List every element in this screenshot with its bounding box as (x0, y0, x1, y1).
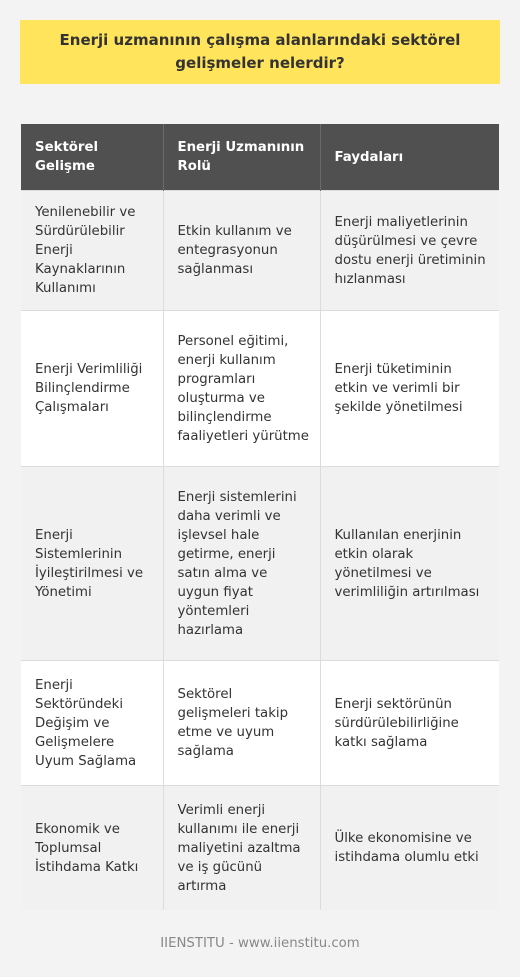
cell-development: Enerji Verimliliği Bilinçlendirme Çalışmaları (21, 311, 163, 467)
page-title: Enerji uzmanının çalışma alanlarındaki sektörel gelişmeler nelerdir? (59, 31, 461, 72)
table-header-row (21, 124, 499, 191)
table-row (21, 661, 499, 786)
cell-role: Sektörel gelişmeleri takip etme ve uyum sağlama (163, 661, 320, 786)
cell-development: Enerji Sektöründeki Değişim ve Gelişmelere Uyum Sağlama (21, 661, 163, 786)
cell-benefit: Kullanılan enerjinin etkin olarak yönetilmesi ve verimliliğin artırılması (320, 467, 499, 661)
cell-role: Enerji sistemlerini daha verimli ve işlevsel hale getirme, enerji satın alma ve uygun fiyat yöntemleri hazırlama (163, 467, 320, 661)
cell-benefit: Enerji tüketiminin etkin ve verimli bir şekilde yönetilmesi (320, 311, 499, 467)
cell-development: Yenilenebilir ve Sürdürülebilir Enerji Kaynaklarının Kullanımı (21, 191, 163, 311)
table-row (21, 311, 499, 467)
cell-role: Personel eğitimi, enerji kullanım programları oluşturma ve bilinçlendirme faaliyetleri yürütme (163, 311, 320, 467)
cell-role: Verimli enerji kullanımı ile enerji maliyetini azaltma ve iş gücünü artırma (163, 786, 320, 911)
table-row (21, 467, 499, 661)
table-row (21, 786, 499, 911)
header-benefits: Faydaları (320, 124, 499, 191)
cell-benefit: Ülke ekonomisine ve istihdama olumlu etki (320, 786, 499, 911)
header-expert-role: Enerji Uzmanının Rolü (163, 124, 320, 191)
cell-development: Ekonomik ve Toplumsal İstihdama Katkı (21, 786, 163, 911)
table-row (21, 191, 499, 311)
cell-benefit: Enerji sektörünün sürdürülebilirliğine katkı sağlama (320, 661, 499, 786)
cell-role: Etkin kullanım ve entegrasyonun sağlanması (163, 191, 320, 311)
cell-development: Enerji Sistemlerinin İyileştirilmesi ve Yönetimi (21, 467, 163, 661)
cell-benefit: Enerji maliyetlerinin düşürülmesi ve çevre dostu enerji üretiminin hızlanması (320, 191, 499, 311)
title-banner (20, 20, 500, 84)
developments-table (21, 124, 499, 910)
header-sectoral-development: Sektörel Gelişme (21, 124, 163, 191)
footer-credit: IIENSTITU - www.iienstitu.com (160, 936, 360, 951)
